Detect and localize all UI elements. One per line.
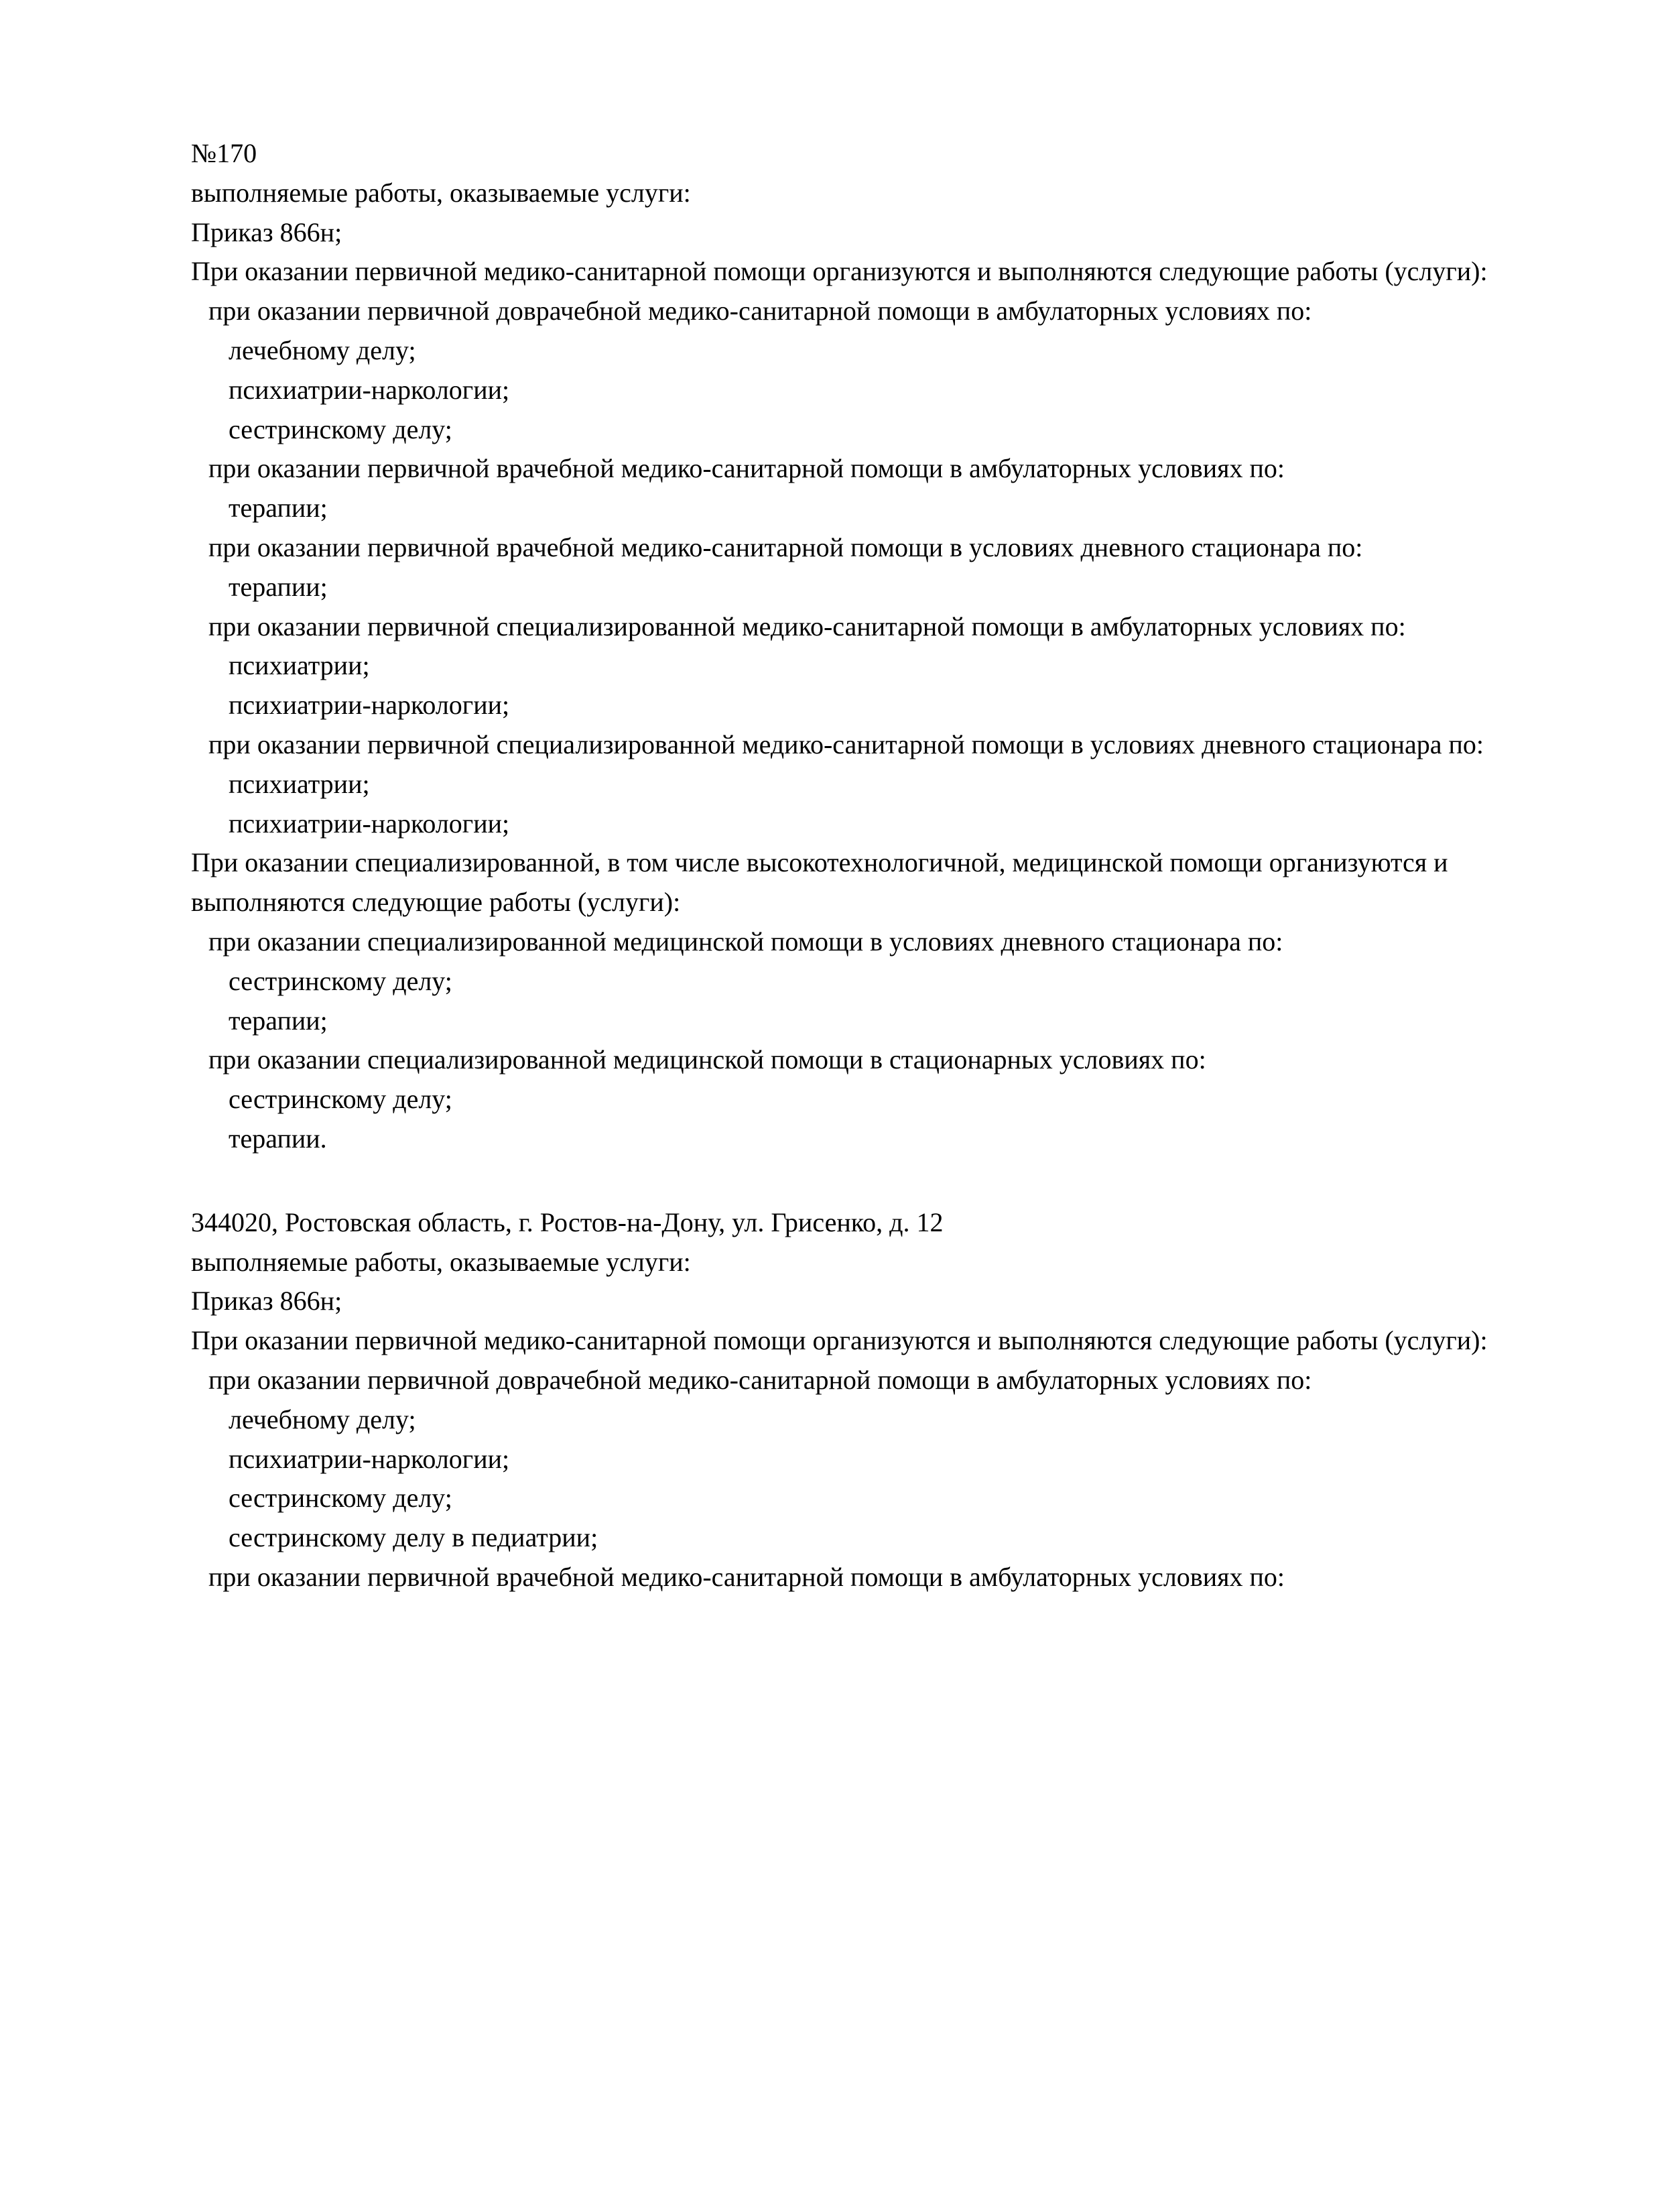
document-body [191,134,1494,1597]
text-line: при оказании специализированной медицинской помощи в условиях дневного стационара по: [208,926,1283,957]
text-line: при оказании первичной врачебной медико-санитарной помощи в амбулаторных условиях по: [208,453,1285,484]
text-line: при оказании первичной врачебной медико-санитарной помощи в условиях дневного стационара по: [208,532,1363,562]
text-line: психиатрии-наркологии; [229,690,510,721]
text-line: сестринскому делу; [229,1084,452,1115]
text-line: при оказании первичной специализированной медико-санитарной помощи в условиях дневного стационара по: [208,729,1484,759]
text-line: При оказании первичной медико-санитарной помощи организуются и выполняются следующие работы (услуги): [191,1325,1488,1356]
text-line: при оказании первичной доврачебной медико-санитарной помощи в амбулаторных условиях по: [208,1364,1312,1395]
text-line: терапии; [229,571,328,602]
text-line: при оказании первичной доврачебной медико-санитарной помощи в амбулаторных условиях по: [208,296,1312,326]
section-170 [191,134,1494,1159]
text-line: терапии. [229,1123,327,1154]
text-line: терапии; [229,1005,328,1036]
address-line: 344020, Ростовская область, г. Ростов-на-Дону, ул. Грисенко, д. 12 [191,1207,944,1237]
section-address [191,1203,1494,1597]
text-line: при оказании специализированной медицинской помощи в стационарных условиях по: [208,1044,1206,1075]
text-line: выполняемые работы, оказываемые услуги: [191,1246,691,1277]
text-line: терапии; [229,493,328,524]
text-line: при оказании первичной специализированной медико-санитарной помощи в амбулаторных условиях по: [208,611,1406,641]
text-line: При оказании специализированной, в том числе высокотехнологичной, медицинской помощи организуются и выполняются следующие работы (услуги): [191,847,1455,918]
text-line: При оказании первичной медико-санитарной помощи организуются и выполняются следующие работы (услуги): [191,256,1488,287]
text-line: психиатрии-наркологии; [229,1443,510,1474]
text-line: сестринскому делу в педиатрии; [229,1522,598,1553]
text-line: Приказ 866н; [191,1286,342,1316]
text-line: сестринскому делу; [229,414,452,444]
text-line: Приказ 866н; [191,217,342,247]
text-line: сестринскому делу; [229,965,452,996]
text-line: лечебному делу; [229,1404,416,1434]
text-line: психиатрии; [229,650,370,681]
text-line: психиатрии; [229,768,370,799]
text-line: при оказании первичной врачебной медико-санитарной помощи в амбулаторных условиях по: [208,1561,1285,1592]
text-line: психиатрии-наркологии; [229,374,510,405]
text-line: №170 [191,138,257,168]
text-line: выполняемые работы, оказываемые услуги: [191,177,691,208]
text-line: сестринскому делу; [229,1483,452,1514]
text-line: психиатрии-наркологии; [229,808,510,839]
text-line: лечебному делу; [229,334,416,365]
section-spacer [191,1159,1494,1203]
